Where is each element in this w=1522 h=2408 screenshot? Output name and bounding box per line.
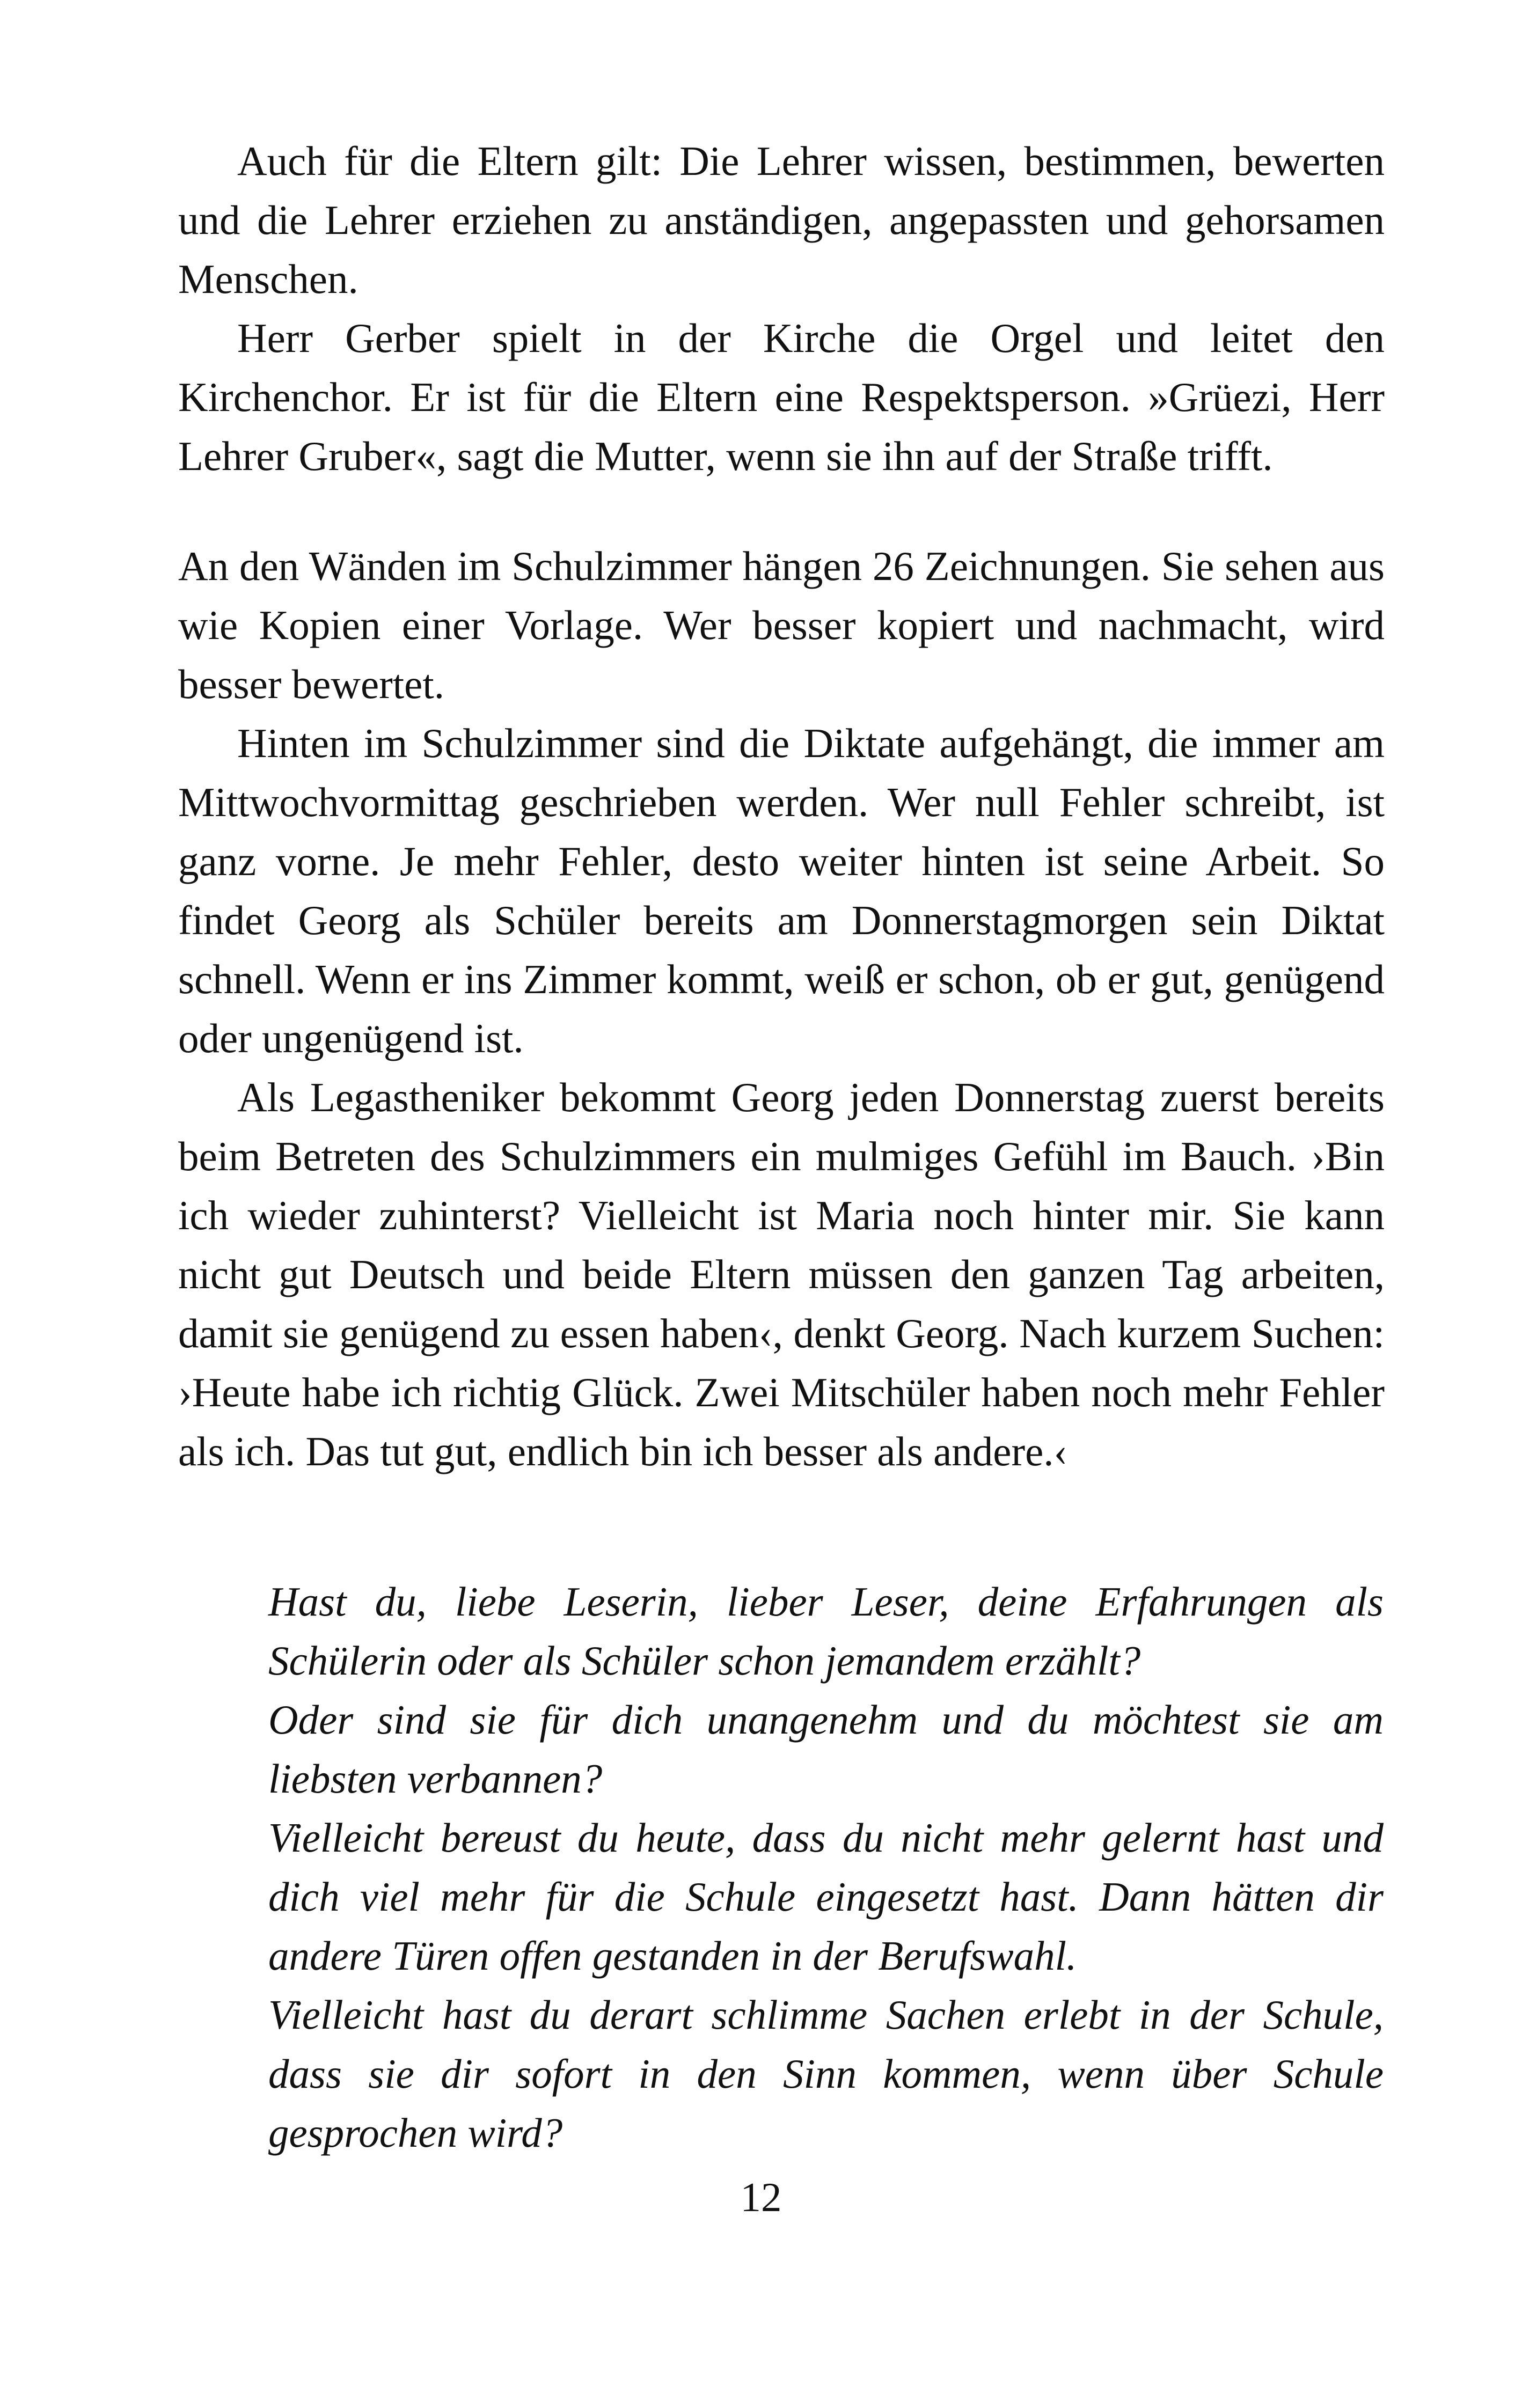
body-text-section-1 <box>178 131 1385 486</box>
question: Vielleicht bereust du heute, dass du nicht mehr gelernt hast und dich viel mehr für die Schule eingesetzt hast. Dann hätten dir andere Türen offen gestanden in der Berufswahl. <box>268 1815 1384 1979</box>
paragraph: Als Legastheniker bekommt Georg jeden Donnerstag zuerst bereits beim Betreten des Schulzimmers ein mulmiges Gefühl im Bauch. ›Bin ich wieder zuhinterst? Vielleicht ist Maria noch hinter mir. Sie kann nicht gut Deutsch und beide Eltern müssen den ganzen Tag arbeiten, damit sie genügend zu essen haben‹, denkt Georg. Nach kurzem Suchen: ›Heute habe ich richtig Glück. Zwei Mitschüler haben noch mehr Fehler als ich. Das tut gut, endlich bin ich besser als andere.‹ <box>178 1074 1385 1474</box>
paragraph: Auch für die Eltern gilt: Die Lehrer wissen, bestimmen, bewerten und die Lehrer erziehen zu anständigen, angepassten und gehorsamen Menschen. <box>178 138 1385 302</box>
paragraph: Hinten im Schulzimmer sind die Diktate aufgehängt, die immer am Mittwochvormittag geschrieben werden. Wer null Fehler schreibt, ist ganz vorne. Je mehr Fehler, desto weiter hinten ist seine Arbeit. So findet Georg als Schüler bereits am Donnerstagmorgen sein Diktat schnell. Wenn er ins Zimmer kommt, weiß er schon, ob er gut, genügend oder ungenügend ist. <box>178 720 1385 1061</box>
reader-questions <box>268 1572 1384 2162</box>
body-text-section-2 <box>178 537 1385 1481</box>
question: Hast du, liebe Leserin, lieber Leser, deine Erfahrungen als Schülerin oder als Schüler schon jemandem erzählt? <box>268 1579 1384 1684</box>
question: Oder sind sie für dich unangenehm und du möchtest sie am liebsten verbannen? <box>268 1697 1384 1802</box>
question: Vielleicht hast du derart schlimme Sachen erlebt in der Schule, dass sie dir sofort in den Sinn kommen, wenn über Schule gesprochen wird? <box>268 1992 1384 2156</box>
paragraph: An den Wänden im Schulzimmer hängen 26 Zeichnungen. Sie sehen aus wie Kopien einer Vorlage. Wer besser kopiert und nachmacht, wird besser bewertet. <box>178 543 1385 707</box>
paragraph: Herr Gerber spielt in der Kirche die Orgel und leitet den Kirchenchor. Er ist für die Eltern eine Respektsperson. »Grüezi, Herr Lehrer Gruber«, sagt die Mutter, wenn sie ihn auf der Straße trifft. <box>178 315 1385 479</box>
page-number: 12 <box>740 2174 782 2220</box>
